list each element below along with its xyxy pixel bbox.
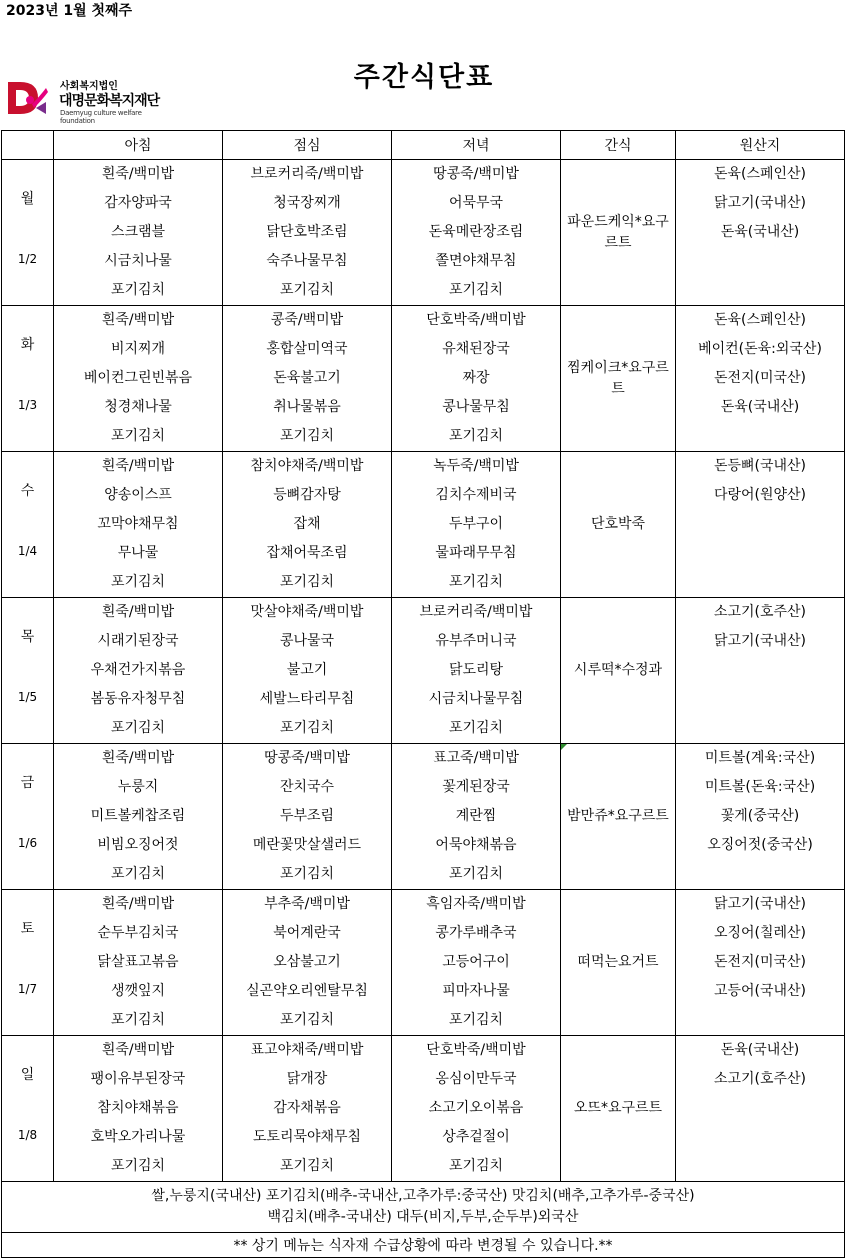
lunch-cell <box>223 160 392 306</box>
menu-item: 김치수제비국 <box>435 487 517 503</box>
menu-item: 포기김치 <box>110 720 166 736</box>
day-date: 1/8 <box>17 1128 38 1142</box>
snack-cell: 떠먹는요거트 <box>561 890 676 1036</box>
day-name: 일 <box>20 1067 35 1083</box>
menu-item: 피마자나물 <box>442 983 510 999</box>
menu-item: 물파래무무침 <box>435 545 517 561</box>
menu-item: 메란꽃맛살샐러드 <box>252 837 362 853</box>
origin-cell <box>676 1036 845 1182</box>
menu-item: 스크램블 <box>110 224 166 240</box>
menu-item: 소고기오이볶음 <box>428 1100 524 1116</box>
lunch-cell <box>223 452 392 598</box>
dinner-cell <box>392 744 561 890</box>
menu-item: 우채건가지볶음 <box>90 662 186 678</box>
menu-item: 돈육메란장조림 <box>428 224 524 240</box>
menu-item: 맛살야채죽/백미밥 <box>250 604 364 620</box>
menu-item: 닭살표고볶음 <box>97 954 179 970</box>
menu-item: 감자양파국 <box>104 195 172 211</box>
logo-line2: 대명문화복지재단 <box>59 93 160 109</box>
menu-item: 포기김치 <box>448 1158 504 1174</box>
menu-item: 상추겉절이 <box>442 1129 510 1145</box>
breakfast-cell <box>54 452 223 598</box>
menu-item: 포기김치 <box>279 282 335 298</box>
menu-item: 포기김치 <box>110 1012 166 1028</box>
breakfast-cell <box>54 306 223 452</box>
snack-cell: 단호박죽 <box>561 452 676 598</box>
day-cell <box>2 306 54 452</box>
menu-item: 유채된장국 <box>442 341 510 357</box>
col-header-snack: 간식 <box>561 131 676 160</box>
dinner-cell <box>392 890 561 1036</box>
menu-item: 포기김치 <box>448 720 504 736</box>
origin-item: 오징어(칠레산) <box>713 925 807 941</box>
origin-item: 돈육(스페인산) <box>713 312 807 328</box>
origin-item: 돈전지(미국산) <box>713 370 807 386</box>
day-name: 화 <box>20 337 35 353</box>
menu-item: 포기김치 <box>110 574 166 590</box>
day-row <box>2 744 845 890</box>
breakfast-cell <box>54 598 223 744</box>
menu-table <box>1 130 845 1258</box>
page-title: 주간식단표 <box>353 62 495 93</box>
day-row <box>2 1036 845 1182</box>
menu-item: 불고기 <box>286 662 328 678</box>
origin-item: 베이컨(돈육:외국산) <box>698 341 822 357</box>
day-date: 1/6 <box>17 836 38 850</box>
lunch-cell <box>223 306 392 452</box>
day-cell <box>2 598 54 744</box>
day-name: 토 <box>20 921 35 937</box>
menu-item: 어묵무국 <box>448 195 504 211</box>
day-name: 목 <box>20 629 35 645</box>
origin-item: 돈등뼈(국내산) <box>713 458 807 474</box>
menu-item: 콩나물국 <box>279 633 335 649</box>
menu-item: 비지찌개 <box>110 341 166 357</box>
col-header-origin: 원산지 <box>676 131 845 160</box>
menu-item: 꼬막야채무침 <box>97 516 179 532</box>
menu-item: 무나물 <box>117 545 159 561</box>
notice-row <box>2 1233 845 1258</box>
menu-item: 비빔오징어젓 <box>97 837 179 853</box>
menu-item: 포기김치 <box>448 282 504 298</box>
logo-line1: 사회복지법인 <box>60 81 118 92</box>
origin-item: 돈육(국내산) <box>720 399 800 415</box>
menu-item: 닭도리탕 <box>448 662 504 678</box>
snack-cell: 파운드케익*요구르트 <box>561 160 676 306</box>
dinner-cell <box>392 452 561 598</box>
col-header-day <box>2 131 54 160</box>
col-header-breakfast: 아침 <box>54 131 223 160</box>
menu-item: 포기김치 <box>279 574 335 590</box>
origin-item: 소고기(호주산) <box>713 1071 807 1087</box>
menu-item: 브로커리죽/백미밥 <box>250 166 364 182</box>
day-row <box>2 452 845 598</box>
origin-cell <box>676 306 845 452</box>
menu-item: 포기김치 <box>110 1158 166 1174</box>
dinner-cell <box>392 306 561 452</box>
breakfast-cell <box>54 744 223 890</box>
menu-item: 흰죽/백미밥 <box>101 458 175 474</box>
menu-item: 짜장 <box>462 370 490 386</box>
menu-item: 시래기된장국 <box>97 633 179 649</box>
menu-item: 미트볼케찹조림 <box>90 808 186 824</box>
menu-item: 흰죽/백미밥 <box>101 312 175 328</box>
menu-item: 두부조림 <box>279 808 335 824</box>
origin-cell <box>676 744 845 890</box>
menu-item: 포기김치 <box>110 428 166 444</box>
day-cell <box>2 1036 54 1182</box>
day-cell <box>2 452 54 598</box>
menu-item: 콩죽/백미밥 <box>270 312 344 328</box>
menu-item: 땅콩죽/백미밥 <box>264 750 350 766</box>
menu-item: 포기김치 <box>279 1012 335 1028</box>
snack-cell: 시루떡*수정과 <box>561 598 676 744</box>
origin-note-line1: 쌀,누룽지(국내산) 포기김치(배추-국내산,고추가루:중국산) 맛김치(배추,고추가루-중국산) <box>151 1188 695 1204</box>
menu-item: 잡채 <box>293 516 321 532</box>
menu-item: 봄동유자청무침 <box>90 691 186 707</box>
day-date: 1/4 <box>17 544 38 558</box>
dinner-cell <box>392 1036 561 1182</box>
menu-item: 순두부김치국 <box>97 925 179 941</box>
day-name: 월 <box>20 191 35 207</box>
col-header-dinner: 저녁 <box>392 131 561 160</box>
menu-item: 흰죽/백미밥 <box>101 166 175 182</box>
origin-note <box>2 1182 845 1233</box>
menu-item: 홍합살미역국 <box>266 341 348 357</box>
menu-item: 포기김치 <box>279 720 335 736</box>
menu-item: 콩나물무침 <box>442 399 510 415</box>
day-row <box>2 306 845 452</box>
dinner-cell <box>392 598 561 744</box>
menu-item: 닭개장 <box>286 1071 328 1087</box>
day-date: 1/3 <box>17 398 38 412</box>
week-label: 2023년 1월 첫째주 <box>6 3 133 19</box>
snack-cell: 오뜨*요구르트 <box>561 1036 676 1182</box>
menu-item: 포기김치 <box>448 574 504 590</box>
menu-item: 도토리묵야채무침 <box>252 1129 362 1145</box>
menu-item: 포기김치 <box>279 1158 335 1174</box>
menu-item: 포기김치 <box>448 1012 504 1028</box>
comment-marker-icon <box>561 744 567 750</box>
menu-item: 단호박죽/백미밥 <box>426 312 526 328</box>
menu-item: 청국장찌개 <box>273 195 341 211</box>
day-row <box>2 598 845 744</box>
origin-item: 돈육(스페인산) <box>713 166 807 182</box>
origin-item: 미트볼(계육:국산) <box>704 750 816 766</box>
menu-item: 잡채어묵조림 <box>266 545 348 561</box>
origin-item: 닭고기(국내산) <box>713 896 807 912</box>
menu-item: 쫄면야채무침 <box>435 253 517 269</box>
origin-item: 오징어젓(중국산) <box>707 837 813 853</box>
origin-item: 돈육(국내산) <box>720 1042 800 1058</box>
menu-item: 오삼불고기 <box>273 954 341 970</box>
menu-item: 북어계란국 <box>273 925 341 941</box>
menu-item: 콩가루배추국 <box>435 925 517 941</box>
menu-item: 감자채볶음 <box>273 1100 341 1116</box>
col-header-lunch: 점심 <box>223 131 392 160</box>
menu-item: 포기김치 <box>448 428 504 444</box>
menu-item: 단호박죽/백미밥 <box>426 1042 526 1058</box>
origin-cell <box>676 890 845 1036</box>
breakfast-cell <box>54 160 223 306</box>
menu-item: 실곤약오리엔탈무침 <box>246 983 368 999</box>
menu-item: 고등어구이 <box>442 954 510 970</box>
menu-item: 흰죽/백미밥 <box>101 896 175 912</box>
menu-item: 흰죽/백미밥 <box>101 604 175 620</box>
header-row <box>2 131 845 160</box>
menu-item: 땅콩죽/백미밥 <box>433 166 519 182</box>
notice-text: ** 상기 메뉴는 식자재 수급상황에 따라 변경될 수 있습니다.** <box>2 1233 845 1258</box>
menu-item: 계란찜 <box>455 808 497 824</box>
day-cell <box>2 890 54 1036</box>
menu-item: 옹심이만두국 <box>435 1071 517 1087</box>
menu-item: 팽이유부된장국 <box>90 1071 186 1087</box>
menu-item: 부추죽/백미밥 <box>264 896 350 912</box>
menu-item: 꽃게된장국 <box>442 779 510 795</box>
origin-item: 돈전지(미국산) <box>713 954 807 970</box>
origin-item: 닭고기(국내산) <box>713 195 807 211</box>
menu-item: 베이컨그린빈볶음 <box>83 370 193 386</box>
menu-item: 어묵야채볶음 <box>435 837 517 853</box>
logo-line3: Daemyug culture welfare foundation <box>60 109 142 125</box>
origin-item: 돈육(국내산) <box>720 224 800 240</box>
menu-item: 세발느타리무침 <box>259 691 355 707</box>
menu-item: 흑임자죽/백미밥 <box>426 896 526 912</box>
menu-item: 닭단호박조림 <box>266 224 348 240</box>
day-name: 수 <box>20 483 35 499</box>
day-date: 1/7 <box>17 982 38 996</box>
origin-cell <box>676 452 845 598</box>
menu-item: 시금치나물무침 <box>428 691 524 707</box>
menu-item: 포기김치 <box>110 866 166 882</box>
day-cell <box>2 160 54 306</box>
menu-item: 흰죽/백미밥 <box>101 750 175 766</box>
menu-item: 등뼈감자탕 <box>273 487 341 503</box>
menu-item: 시금치나물 <box>104 253 172 269</box>
origin-item: 고등어(국내산) <box>713 983 807 999</box>
menu-item: 브로커리죽/백미밥 <box>419 604 533 620</box>
day-date: 1/5 <box>17 690 38 704</box>
menu-item: 참치야채볶음 <box>97 1100 179 1116</box>
menu-item: 양송이스프 <box>104 487 172 503</box>
menu-item: 표고야채죽/백미밥 <box>250 1042 364 1058</box>
day-date: 1/2 <box>17 252 38 266</box>
day-name: 금 <box>20 775 35 791</box>
menu-item: 청경채나물 <box>104 399 172 415</box>
menu-item: 두부구이 <box>448 516 504 532</box>
menu-item: 녹두죽/백미밥 <box>433 458 519 474</box>
origin-cell <box>676 160 845 306</box>
breakfast-cell <box>54 1036 223 1182</box>
origin-note-line2: 백김치(배추-국내산) 대두(비지,두부,순두부)외국산 <box>267 1209 579 1225</box>
origin-cell <box>676 598 845 744</box>
menu-item: 포기김치 <box>279 428 335 444</box>
origin-item: 소고기(호주산) <box>713 604 807 620</box>
menu-item: 돈육불고기 <box>273 370 341 386</box>
snack-cell: 찜케이크*요구르트 <box>561 306 676 452</box>
snack-cell: 밤만쥬*요구르트 <box>561 744 676 890</box>
menu-item: 참치야채죽/백미밥 <box>250 458 364 474</box>
menu-item: 유부주머니국 <box>435 633 517 649</box>
day-row <box>2 160 845 306</box>
menu-item: 포기김치 <box>110 282 166 298</box>
menu-item: 표고죽/백미밥 <box>433 750 519 766</box>
footer-row <box>2 1182 845 1233</box>
menu-item: 숙주나물무침 <box>266 253 348 269</box>
origin-item: 다랑어(원양산) <box>713 487 807 503</box>
menu-item: 호박오가리나물 <box>90 1129 186 1145</box>
menu-item: 포기김치 <box>279 866 335 882</box>
menu-item: 누룽지 <box>117 779 159 795</box>
menu-item: 흰죽/백미밥 <box>101 1042 175 1058</box>
day-cell <box>2 744 54 890</box>
lunch-cell <box>223 1036 392 1182</box>
menu-item: 생깻잎지 <box>110 983 166 999</box>
lunch-cell <box>223 598 392 744</box>
breakfast-cell <box>54 890 223 1036</box>
origin-item: 꽃게(중국산) <box>720 808 800 824</box>
dinner-cell <box>392 160 561 306</box>
menu-item: 취나물볶음 <box>273 399 341 415</box>
menu-item: 잔치국수 <box>279 779 335 795</box>
menu-item: 포기김치 <box>448 866 504 882</box>
lunch-cell <box>223 744 392 890</box>
origin-item: 미트볼(돈육:국산) <box>704 779 816 795</box>
day-row <box>2 890 845 1036</box>
lunch-cell <box>223 890 392 1036</box>
origin-item: 닭고기(국내산) <box>713 633 807 649</box>
